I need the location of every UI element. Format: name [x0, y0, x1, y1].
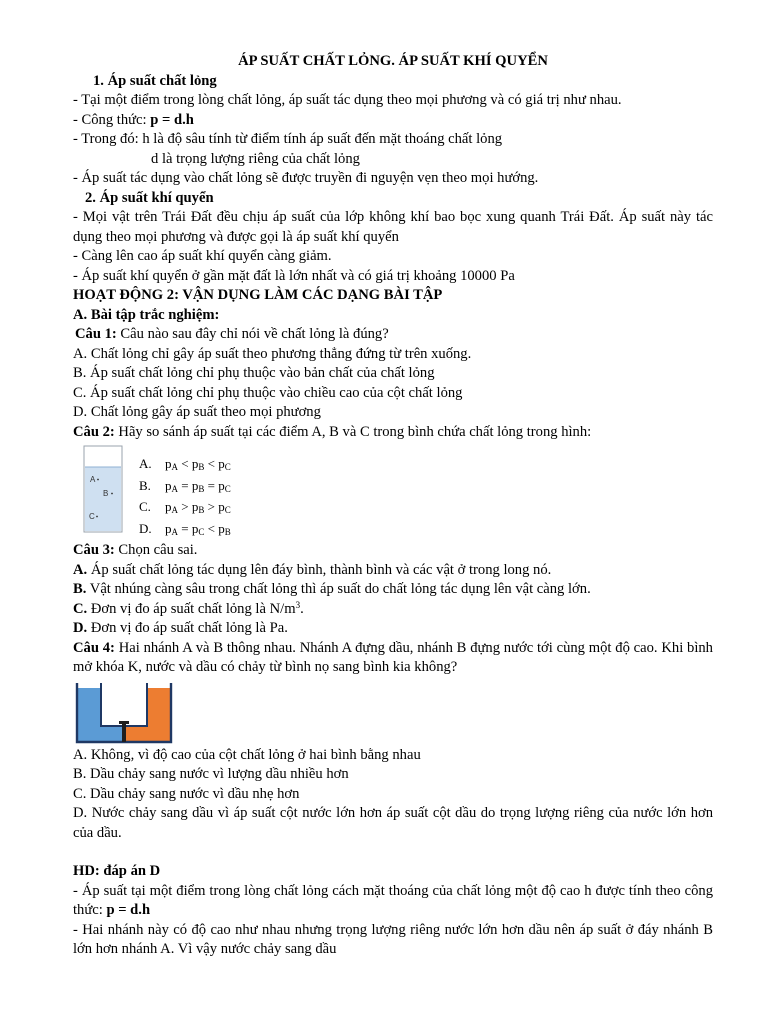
point-b-label: B: [103, 489, 109, 498]
answer-option: C. Dầu chảy sang nước vì dầu nhẹ hơn: [73, 785, 300, 802]
text-line: - Tại một điểm trong lòng chất lỏng, áp suất tác dụng theo mọi phương và có giá trị như nhau.: [73, 92, 622, 108]
formula: p = d.h: [150, 111, 194, 128]
answer-option: C. Đơn vị đo áp suất chất lỏng là $N/m^3$.: [73, 599, 304, 617]
paragraph: - Mọi vật trên Trái Đất đều chịu áp suất của lớp không khí bao bọc xung quanh Trái Đất. Áp suất này tác dụng theo mọi phương và được gọi là áp suất khí quyển: [73, 209, 713, 245]
answer-option: D. Chất lỏng gây áp suất theo mọi phương: [73, 404, 321, 420]
answer-option: C. Áp suất chất lỏng chỉ phụ thuộc vào chiều cao của cột chất lỏng: [73, 384, 463, 401]
answer-heading: HD: đáp án D: [73, 863, 161, 879]
text-line: - Càng lên cao áp suất khí quyển càng giảm.: [73, 248, 332, 264]
question-1: [73, 325, 713, 345]
question-3: [73, 541, 713, 561]
document-page: [73, 52, 713, 960]
beaker-figure: [83, 445, 123, 533]
answer-option: D. Đơn vị đo áp suất chất lỏng là Pa.: [73, 620, 288, 636]
point-c-label: C: [89, 512, 95, 521]
answer-option: D. Nước chảy sang dầu vì áp suất cột nước lớn hơn áp suất cột dầu do trọng lượng riêng của nước lớn hơn của dầu.: [73, 805, 713, 841]
question-4: [73, 639, 713, 678]
question-4-figure: [73, 680, 713, 746]
answer-option: B. $p_A = p_B = p_C$: [139, 477, 231, 494]
answer-option: A. Không, vì độ cao của cột chất lỏng ở hai bình bằng nhau: [73, 746, 421, 763]
section-heading-atmospheric-pressure: 2. Áp suất khí quyển: [85, 189, 214, 206]
text-line: - Áp suất khí quyển ở gần mặt đất là lớn nhất và có giá trị khoảng 10000 Pa: [73, 267, 515, 284]
answer-option: A. $p_A < p_B < p_C$: [139, 456, 231, 472]
question-label: Câu 1:: [75, 326, 117, 342]
text-line: - Trong đó: h là độ sâu tính từ điểm tính áp suất đến mặt thoáng chất lỏng: [73, 131, 503, 147]
question-label: Câu 2:: [73, 423, 115, 440]
paragraph: - Hai nhánh này có độ cao như nhau nhưng trọng lượng riêng nước lớn hơn dầu nên áp suất ở đáy nhánh B lớn hơn nhánh A. Vì vậy nước chảy sang dầu: [73, 921, 713, 957]
question-text: Hai nhánh A và B thông nhau. Nhánh A đựng dầu, nhánh B đựng nước tới cùng một độ cao. Khi bình mở khóa K, nước và dầu có chảy từ bình nọ sang bình kia không?: [73, 639, 713, 675]
activity-heading: HOẠT ĐỘNG 2: VẬN DỤNG LÀM CÁC DẠNG BÀI TẬP: [73, 287, 443, 303]
formula: p = d.h: [106, 902, 151, 918]
paragraph: - Áp suất tại một điểm trong lòng chất lỏng cách mặt thoáng của chất lỏng một độ cao h được tính theo công thức: p = d.h: [73, 882, 713, 918]
answer-option: B. Vật nhúng càng sâu trong chất lỏng thì áp suất do chất lỏng tác dụng lên vật càng lớn.: [73, 581, 591, 597]
answer-option: A. Chất lỏng chỉ gây áp suất theo phương thẳng đứng từ trên xuống.: [73, 345, 472, 362]
question-label: Câu 3:: [73, 542, 115, 558]
question-text: Hãy so sánh áp suất tại các điểm A, B và C trong bình chứa chất lỏng trong hình:: [114, 423, 592, 440]
exercise-subheading: A. Bài tập trắc nghiệm:: [73, 306, 220, 323]
text-line: d là trọng lượng riêng của chất lỏng: [151, 150, 360, 167]
question-text: Câu nào sau đây chỉ nói về chất lỏng là đúng?: [116, 326, 389, 342]
formula-label: - Công thức:: [73, 111, 151, 128]
point-a-label: A: [90, 475, 96, 484]
answer-option: D. $p_A = p_C < p_B$: [139, 520, 231, 537]
section-heading-liquid-pressure: 1. Áp suất chất lỏng: [93, 72, 217, 89]
question-2-options: [139, 455, 231, 541]
question-2-figure: [73, 445, 713, 541]
formula-line: [73, 111, 713, 131]
question-label: Câu 4:: [73, 639, 115, 656]
text-line: - Áp suất tác dụng vào chất lỏng sẽ được truyền đi nguyện vẹn theo mọi hướng.: [73, 170, 539, 186]
question-2: [73, 423, 713, 443]
page-title: ÁP SUẤT CHẤT LỎNG. ÁP SUẤT KHÍ QUYỂN: [238, 53, 548, 69]
answer-option: B. Dầu chảy sang nước vì lượng dầu nhiều hơn: [73, 766, 349, 782]
question-text: Chọn câu sai.: [114, 542, 198, 558]
answer-option: A. Áp suất chất lỏng tác dụng lên đáy bình, thành bình và các vật ở trong long nó.: [73, 561, 552, 578]
answer-option: B. Áp suất chất lỏng chỉ phụ thuộc vào bản chất của chất lỏng: [73, 365, 435, 381]
answer-option: C. $p_A > p_B > p_C$: [139, 499, 231, 515]
connected-vessels-figure: [75, 682, 173, 744]
